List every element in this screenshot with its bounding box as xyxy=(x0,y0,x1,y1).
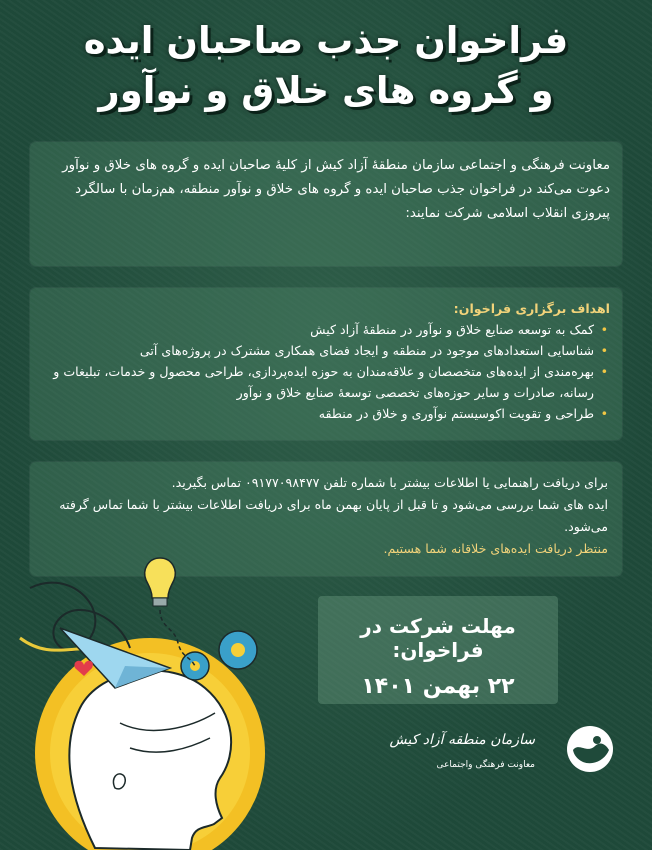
organization-logo xyxy=(389,722,615,792)
goals-list xyxy=(42,319,610,424)
contact-review-text: ایده های شما بررسی می‌شود و تا قبل از پایان بهمن ماه برای دریافت اطلاعات بیشتر با شما تماس گرفته می‌شود. xyxy=(59,497,608,534)
goal-item: • بهره‌مندی از ایده‌های متخصصان و علاقه‌مندان به حوزه ایده‌پردازی، طراحی محصول و خدمات، تبلیغات و رسانه، صادرات و سایر حوزه‌های تخصصی توسعهٔ صنایع خلاق و نوآور xyxy=(42,361,610,403)
goal-item: • کمک به توسعه صنایع خلاق و نوآور در منطقهٔ آزاد کیش xyxy=(42,319,610,340)
organization-emblem-icon xyxy=(565,724,615,774)
title-line-1: فراخوان جذب صاحبان ایده xyxy=(83,19,569,62)
deadline-date: ۲۲ بهمن ۱۴۰۱ xyxy=(361,674,515,699)
deadline-label: مهلت شرکت در فراخوان: xyxy=(360,614,516,662)
contact-phone-text: برای دریافت راهنمایی یا اطلاعات بیشتر با شماره تلفن ۰۹۱۷۷۰۹۸۴۷۷ تماس بگیرید. xyxy=(171,475,608,490)
logo-subtitle: معاونت فرهنگی واجتماعی xyxy=(436,760,535,770)
title-line-2: و گروه های خلاق و نوآور xyxy=(98,69,554,112)
deadline-box xyxy=(318,596,558,704)
intro-box xyxy=(30,142,622,266)
goals-title: اهداف برگزاری فراخوان: xyxy=(453,301,610,316)
head-silhouette-icon xyxy=(69,671,231,850)
creative-head-illustration xyxy=(0,548,320,850)
contact-await-text: منتظر دریافت ایده‌های خلاقانه شما هستیم. xyxy=(383,541,608,556)
goal-item: • شناسایی استعدادهای موجود در منطقه و ایجاد فضای همکاری مشترک در پروژه‌های آتی xyxy=(42,340,610,361)
lightbulb-icon xyxy=(145,558,175,598)
goals-box xyxy=(30,288,622,440)
logo-name: سازمان منطقه آزاد کیش xyxy=(389,732,535,748)
goal-item: • طراحی و تقویت اکوسیستم نوآوری و خلاق در منطقه xyxy=(42,403,610,424)
intro-text: معاونت فرهنگی و اجتماعی سازمان منطقهٔ آزاد کیش از کلیهٔ صاحبان ایده و گروه های خلاق و نوآور دعوت می‌کند در فراخوان جذب صاحبان ایده و گروه های خلاق و نوآور منطقه، هم‌زمان با سالگرد پیروزی انقلاب اسلامی شرکت نمایند: xyxy=(62,158,610,221)
